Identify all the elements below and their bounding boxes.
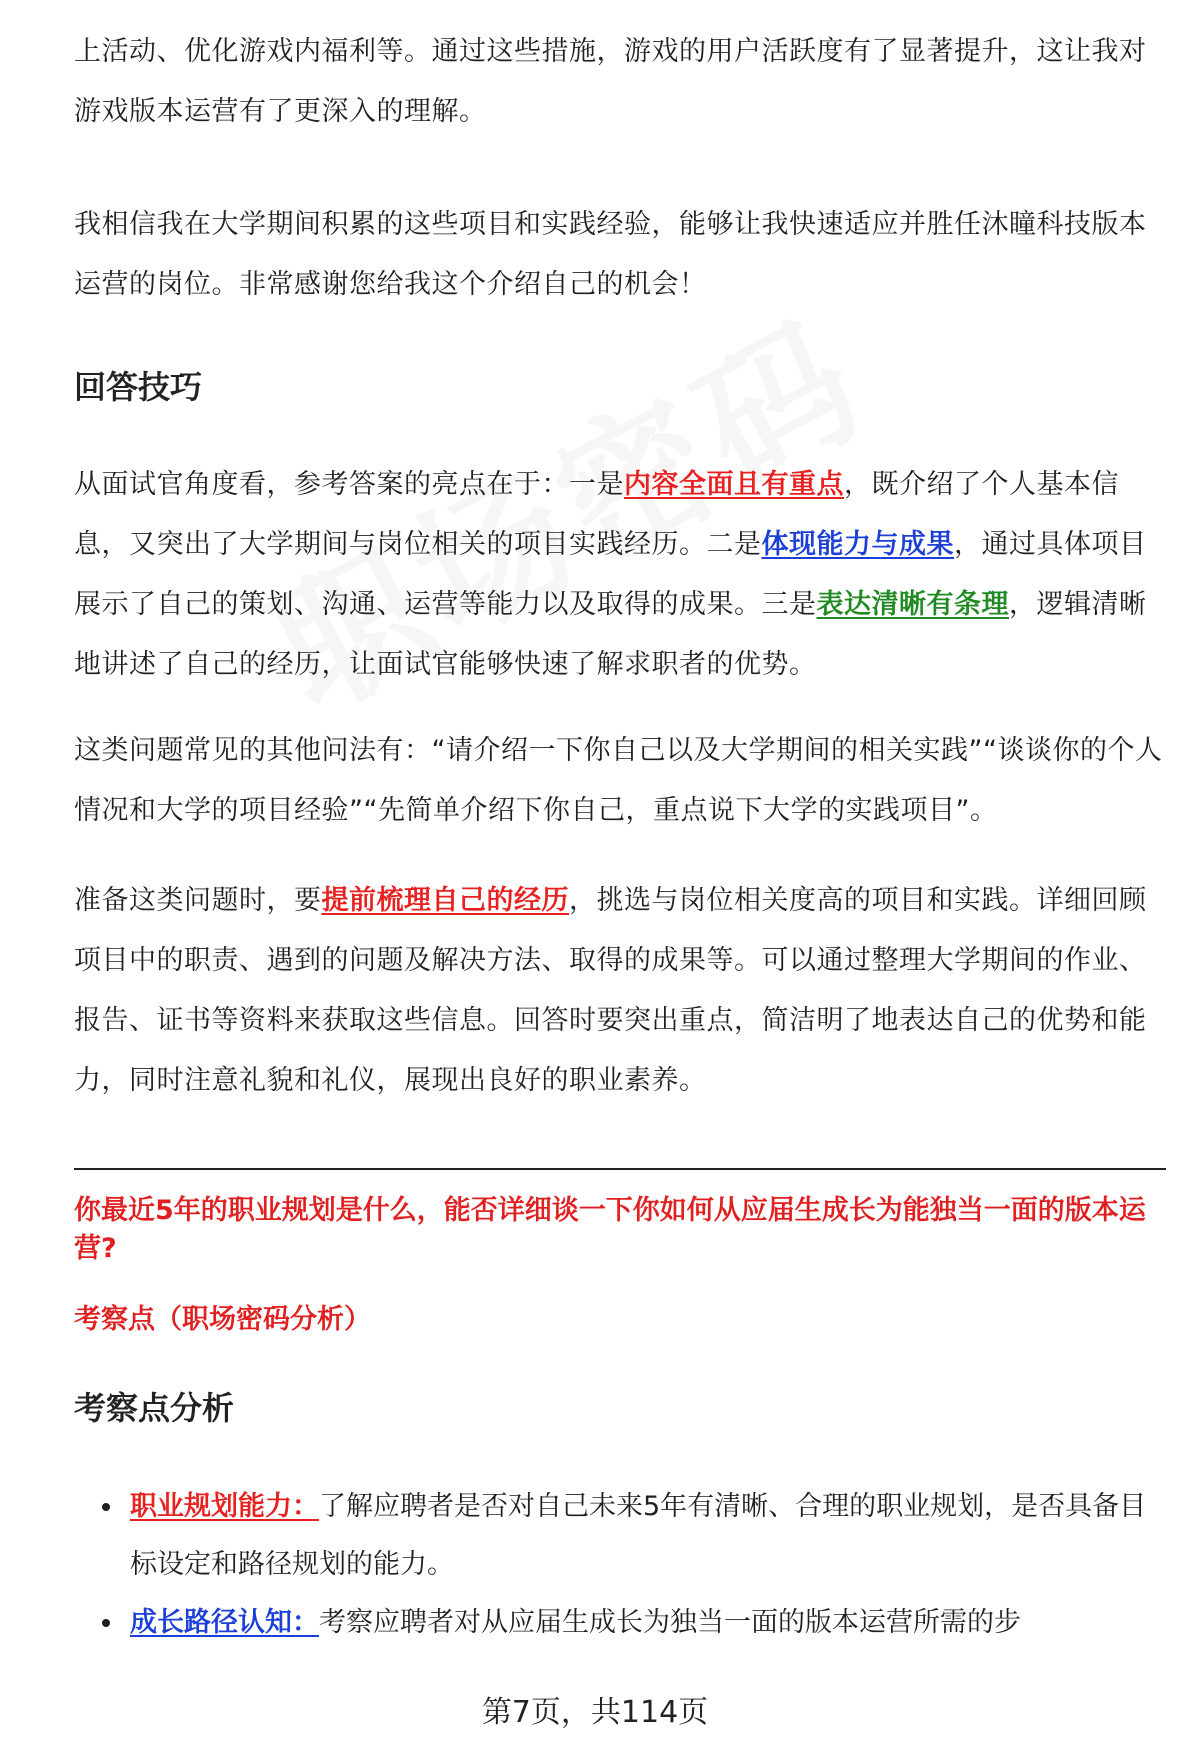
- paragraph-activity: 上活动、优化游戏内福利等。通过这些措施，游戏的用户活跃度有了显著提升，这让我对游戏版本运营有了更深入的理解。: [74, 36, 1147, 127]
- section-divider: [74, 1168, 1166, 1170]
- highlight-sort-experience: 提前梳理自己的经历: [321, 885, 569, 916]
- list-item: [74, 1594, 1166, 1652]
- highlight-ability-results: 体现能力与成果: [761, 529, 954, 560]
- assessment-point-label: 考察点（职场密码分析）: [74, 1304, 371, 1335]
- item-label-growth-path: 成长路径认知：: [130, 1607, 319, 1638]
- paragraph-highlights: 从面试官角度看，参考答案的亮点在于：一是内容全面且有重点，既介绍了个人基本信息，又突出了大学期间与岗位相关的项目实践经历。二是体现能力与成果，通过具体项目展示了自己的策划、沟通、运营等能力以及取得的成果。三是表达清晰有条理，逻辑清晰地讲述了自己的经历，让面试官能够快速了解求职者的优势。: [74, 469, 1147, 680]
- highlight-clear-expression: 表达清晰有条理: [816, 589, 1009, 620]
- bullet-dot-icon: [102, 1619, 110, 1627]
- heading-assessment-analysis: 考察点分析: [74, 1389, 235, 1427]
- analysis-list: [74, 1478, 1166, 1652]
- highlight-comprehensive: 内容全面且有重点: [624, 469, 844, 500]
- item-text: 了解应聘者是否对自己未来5年有清晰、合理的职业规划，是否具备目标设定和路径规划的能力。: [130, 1491, 1147, 1580]
- item-text: 考察应聘者对从应届生成长为独当一面的版本运营所需的步: [319, 1607, 1021, 1638]
- bullet-dot-icon: [102, 1503, 110, 1511]
- page-number: 第7页，共114页: [481, 1695, 709, 1730]
- paragraph-preparation: 准备这类问题时，要提前梳理自己的经历，挑选与岗位相关度高的项目和实践。详细回顾项目中的职责、遇到的问题及解决方法、取得的成果等。可以通过整理大学期间的作业、报告、证书等资料来获取这些信息。回答时要突出重点，简洁明了地表达自己的优势和能力，同时注意礼貌和礼仪，展现出良好的职业素养。: [74, 885, 1147, 1096]
- paragraph-other-questions: 这类问题常见的其他问法有：“请介绍一下你自己以及大学期间的相关实践”“谈谈你的个人情况和大学的项目经验”“先简单介绍下你自己，重点说下大学的实践项目”。: [74, 735, 1163, 826]
- heading-answer-tips: 回答技巧: [74, 368, 203, 406]
- list-item: [74, 1478, 1166, 1594]
- item-label-career-planning: 职业规划能力：: [130, 1491, 319, 1522]
- paragraph-closing: 我相信我在大学期间积累的这些项目和实践经验，能够让我快速适应并胜任沐瞳科技版本运营的岗位。非常感谢您给我这个介绍自己的机会！: [74, 209, 1147, 300]
- question-title: 你最近5年的职业规划是什么，能否详细谈一下你如何从应届生成长为能独当一面的版本运营?: [74, 1195, 1146, 1264]
